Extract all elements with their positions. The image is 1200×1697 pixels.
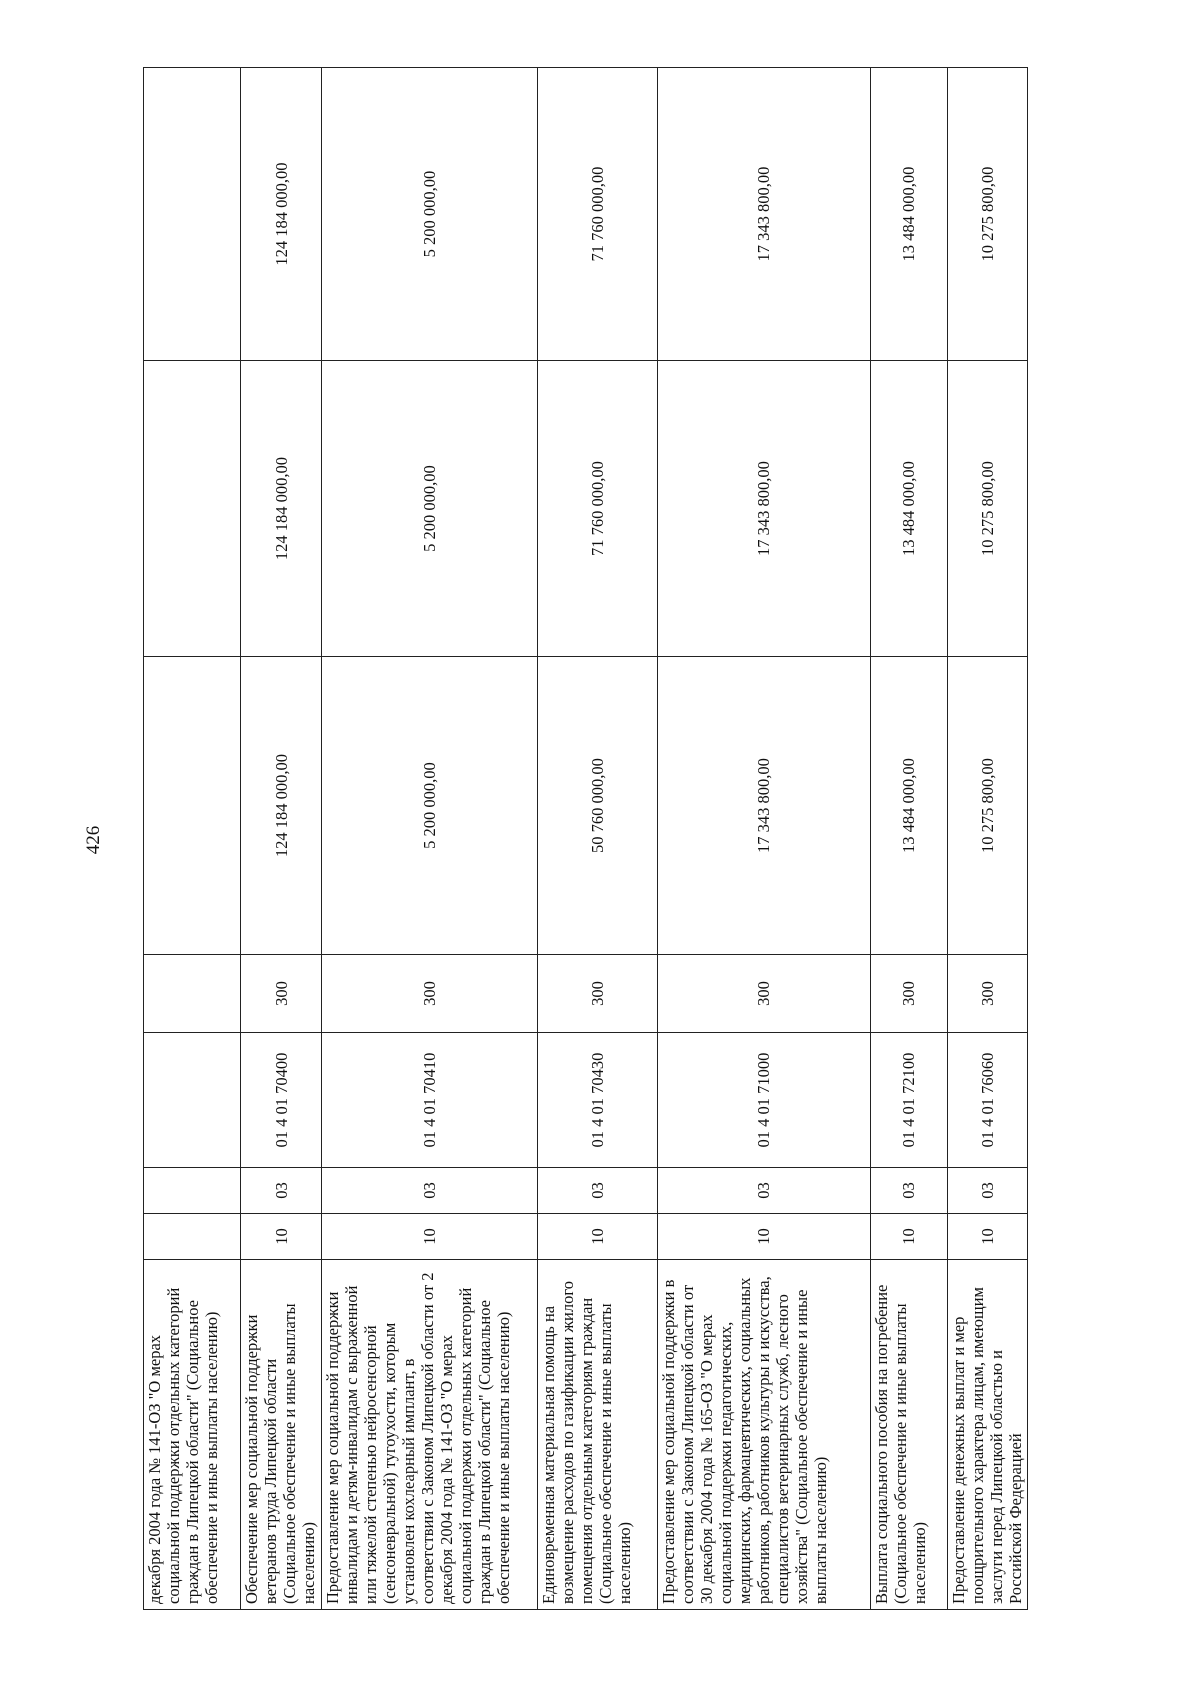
page-number: 426 xyxy=(83,825,104,855)
row-target-code xyxy=(144,1033,241,1168)
row-target-code: 01 4 01 72100 xyxy=(870,1033,947,1168)
row-amount-year1: 50 760 000,00 xyxy=(537,657,657,955)
row-expense-type: 300 xyxy=(241,955,321,1033)
row-amount-year3: 13 484 000,00 xyxy=(870,68,947,361)
row-target-code: 01 4 01 70400 xyxy=(241,1033,321,1168)
row-amount-year3: 17 343 800,00 xyxy=(657,68,870,361)
row-subsection: 03 xyxy=(870,1168,947,1214)
row-amount-year3: 10 275 800,00 xyxy=(947,68,1027,361)
table-row xyxy=(870,68,947,1610)
row-target-code: 01 4 01 70430 xyxy=(537,1033,657,1168)
budget-table-rotated xyxy=(143,68,1028,1610)
table-row xyxy=(144,68,241,1610)
row-amount-year3 xyxy=(144,68,241,361)
table-row xyxy=(321,68,537,1610)
table-body xyxy=(144,68,1028,1610)
row-amount-year1: 13 484 000,00 xyxy=(870,657,947,955)
row-description: Предоставление мер социальной поддержки в соответствии с Законом Липецкой области от 30 декабря 2004 года № 165-ОЗ "О мерах социальной поддержки педагогических, медицинских, фармацевтических, социальных работников, работников культуры и искусства, специалистов ветеринарных служб, лесного хозяйства" (Социальное обеспечение и иные выплаты населению) xyxy=(657,1260,870,1610)
row-target-code: 01 4 01 71000 xyxy=(657,1033,870,1168)
row-amount-year2 xyxy=(144,361,241,657)
row-subsection: 03 xyxy=(321,1168,537,1214)
row-section: 10 xyxy=(947,1214,1027,1260)
row-amount-year3: 124 184 000,00 xyxy=(241,68,321,361)
row-section: 10 xyxy=(321,1214,537,1260)
row-amount-year2: 124 184 000,00 xyxy=(241,361,321,657)
row-section: 10 xyxy=(870,1214,947,1260)
row-section: 10 xyxy=(657,1214,870,1260)
row-amount-year2: 10 275 800,00 xyxy=(947,361,1027,657)
row-amount-year1: 124 184 000,00 xyxy=(241,657,321,955)
row-amount-year1: 5 200 000,00 xyxy=(321,657,537,955)
row-amount-year3: 5 200 000,00 xyxy=(321,68,537,361)
row-subsection: 03 xyxy=(241,1168,321,1214)
row-expense-type xyxy=(144,955,241,1033)
table-row xyxy=(537,68,657,1610)
row-description: декабря 2004 года № 141-ОЗ "О мерах социальной поддержки отдельных категорий граждан в Липецкой области" (Социальное обеспечение и иные выплаты населению) xyxy=(144,1260,241,1610)
row-amount-year1 xyxy=(144,657,241,955)
row-subsection xyxy=(144,1168,241,1214)
row-expense-type: 300 xyxy=(657,955,870,1033)
row-expense-type: 300 xyxy=(321,955,537,1033)
row-section: 10 xyxy=(241,1214,321,1260)
row-target-code: 01 4 01 76060 xyxy=(947,1033,1027,1168)
row-target-code: 01 4 01 70410 xyxy=(321,1033,537,1168)
row-expense-type: 300 xyxy=(870,955,947,1033)
row-description: Выплата социального пособия на погребение (Социальное обеспечение и иные выплаты населению) xyxy=(870,1260,947,1610)
row-subsection: 03 xyxy=(947,1168,1027,1214)
row-subsection: 03 xyxy=(537,1168,657,1214)
table-row xyxy=(947,68,1027,1610)
row-subsection: 03 xyxy=(657,1168,870,1214)
row-description: Предоставление денежных выплат и мер поощрительного характера лицам, имеющим заслуги перед Липецкой областью и Российской Федерацией xyxy=(947,1260,1027,1610)
row-amount-year1: 10 275 800,00 xyxy=(947,657,1027,955)
row-amount-year3: 71 760 000,00 xyxy=(537,68,657,361)
row-amount-year2: 17 343 800,00 xyxy=(657,361,870,657)
row-amount-year2: 5 200 000,00 xyxy=(321,361,537,657)
table-row xyxy=(241,68,321,1610)
row-description: Обеспечение мер социальной поддержки ветеранов труда Липецкой области (Социальное обеспечение и иные выплаты населению) xyxy=(241,1260,321,1610)
row-expense-type: 300 xyxy=(537,955,657,1033)
table-row xyxy=(657,68,870,1610)
row-section: 10 xyxy=(537,1214,657,1260)
row-section xyxy=(144,1214,241,1260)
row-amount-year2: 71 760 000,00 xyxy=(537,361,657,657)
row-expense-type: 300 xyxy=(947,955,1027,1033)
row-description: Единовременная материальная помощь на возмещение расходов по газификации жилого помещения отдельным категориям граждан (Социальное обеспечение и иные выплаты населению) xyxy=(537,1260,657,1610)
row-amount-year2: 13 484 000,00 xyxy=(870,361,947,657)
row-description: Предоставление мер социальной поддержки инвалидам и детям-инвалидам с выраженной или тяжелой степенью нейросенсорной (сенсоневральной) тугоухости, которым установлен кохлеарный имплант, в соответствии с Законом Липецкой области от 2 декабря 2004 года № 141-ОЗ "О мерах социальной поддержки отдельных категорий граждан в Липецкой области" (Социальное обеспечение и иные выплаты населению) xyxy=(321,1260,537,1610)
row-amount-year1: 17 343 800,00 xyxy=(657,657,870,955)
budget-table xyxy=(143,67,1028,1610)
